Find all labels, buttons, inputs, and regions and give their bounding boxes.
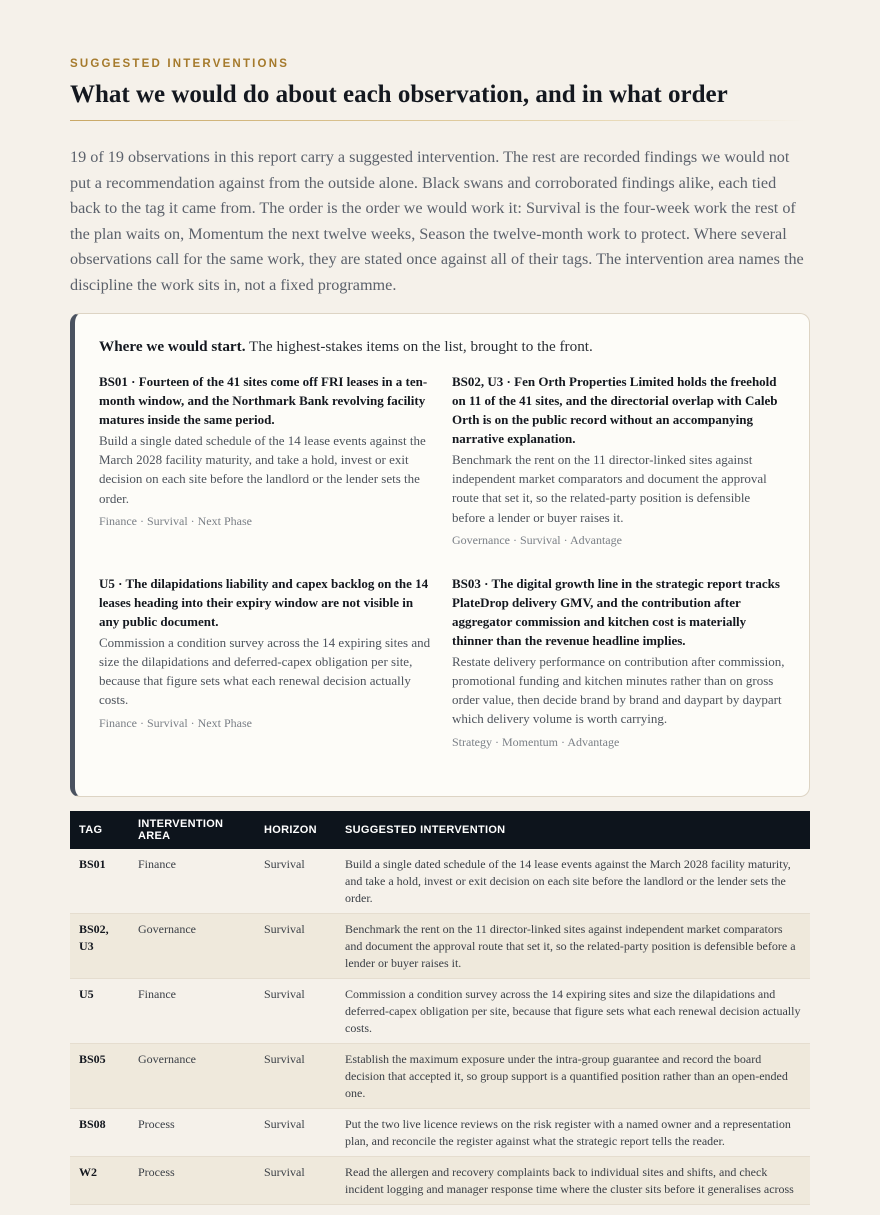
interventions-page (0, 58, 880, 1205)
cell-tag: U5 (70, 978, 129, 1043)
cell-intervention: Put the two live licence reviews on the risk register with a named owner and a representation plan, and reconcile the register against what the strategic report tells the reader. (336, 1108, 810, 1156)
column-header-horizon: HORIZON (255, 811, 336, 849)
callout-grid (99, 372, 785, 776)
priority-item (99, 372, 432, 548)
cell-area: Process (129, 1108, 255, 1156)
table-row (70, 978, 810, 1043)
title-rule (70, 120, 805, 121)
table-header-row (70, 811, 810, 849)
cell-intervention: Commission a condition survey across the 14 expiring sites and size the dilapidations and deferred-capex obligation per site, because that figure sets what each renewal decision actually costs. (336, 978, 810, 1043)
priority-item-description: Benchmark the rent on the 11 director-linked sites against independent market comparators and document the approval route that set it, so the related-party position is defensible before a lender or buyer raises it. (452, 452, 767, 525)
cell-tag: BS08 (70, 1108, 129, 1156)
column-header-area: INTERVENTION AREA (129, 811, 255, 849)
cell-area: Finance (129, 978, 255, 1043)
cell-horizon: Survival (255, 913, 336, 978)
priority-item-title: BS02, U3 · Fen Orth Properties Limited holds the freehold on 11 of the 41 sites, and the directorial overlap with Caleb Orth is on the public record without an accompanying narrative explanation. (452, 374, 778, 446)
priority-item (99, 574, 432, 750)
priority-item-title: BS01 · Fourteen of the 41 sites come off FRI leases in a ten-month window, and the Northmark Bank revolving facility matures inside the same period. (99, 374, 428, 427)
cell-area: Governance (129, 913, 255, 978)
column-header-tag: TAG (70, 811, 129, 849)
priority-item-title: U5 · The dilapidations liability and capex backlog on the 14 leases heading into their expiry window are not visible in any public document. (99, 575, 429, 629)
cell-area: Finance (129, 849, 255, 914)
section-eyebrow: SUGGESTED INTERVENTIONS (70, 58, 290, 70)
cell-horizon: Survival (255, 1043, 336, 1108)
cell-area: Governance (129, 1043, 255, 1108)
priority-item-description: Build a single dated schedule of the 14 lease events against the March 2028 facility maturity, and take a hold, invest or exit decision on each site before the landlord or the lender sets the order. (99, 433, 426, 506)
cell-horizon: Survival (255, 978, 336, 1043)
cell-horizon: Survival (255, 849, 336, 914)
page-title: What we would do about each observation, and in what order (70, 81, 728, 108)
cell-tag: W2 (70, 1156, 129, 1204)
priority-item-meta: Strategy · Momentum · Advantage (452, 734, 620, 749)
column-header-intervention: SUGGESTED INTERVENTION (336, 811, 810, 849)
priority-item-meta: Finance · Survival · Next Phase (99, 715, 252, 730)
callout-subtitle: The highest-stakes items on the list, brought to the front. (245, 338, 593, 355)
interventions-table (70, 811, 810, 1205)
table-row (70, 1108, 810, 1156)
table-row (70, 1043, 810, 1108)
cell-horizon: Survival (255, 1108, 336, 1156)
priority-item-meta: Finance · Survival · Next Phase (99, 513, 252, 528)
table-row (70, 1156, 810, 1204)
cell-intervention: Build a single dated schedule of the 14 lease events against the March 2028 facility maturity, and take a hold, invest or exit decision on each site before the landlord or the lender sets the order. (336, 849, 810, 914)
priority-callout (70, 313, 810, 797)
cell-area: Process (129, 1156, 255, 1204)
callout-lead: Where we would start. (99, 338, 246, 355)
cell-intervention: Read the allergen and recovery complaints back to individual sites and shifts, and check incident logging and manager response time where the cluster sits before it generalises across (336, 1156, 810, 1204)
cell-tag: BS05 (70, 1043, 129, 1108)
table-row (70, 913, 810, 978)
callout-heading (99, 338, 785, 356)
cell-intervention: Benchmark the rent on the 11 director-linked sites against independent market comparators and document the approval route that set it, so the related-party position is defensible before a lender or buyer raises it. (336, 913, 810, 978)
cell-horizon: Survival (255, 1156, 336, 1204)
priority-item-description: Commission a condition survey across the 14 expiring sites and size the dilapidations and deferred-capex obligation per site, because that figure sets what each renewal decision actually costs. (99, 634, 431, 708)
priority-item-meta: Governance · Survival · Advantage (452, 532, 622, 547)
cell-tag: BS01 (70, 849, 129, 914)
cell-tag: BS02, U3 (70, 913, 129, 978)
priority-item (452, 574, 785, 750)
priority-item-title: BS03 · The digital growth line in the strategic report tracks PlateDrop delivery GMV, and the contribution after aggregator commission and kitchen cost is materially thinner than the revenue headline implies. (452, 575, 780, 648)
priority-item (452, 372, 785, 548)
priority-item-description: Restate delivery performance on contribution after commission, promotional funding and kitchen minutes rather than on gross order value, then decide brand by brand and daypart by daypart which delivery volume is worth carrying. (452, 653, 785, 727)
cell-intervention: Establish the maximum exposure under the intra-group guarantee and record the board decision that accepted it, so group support is a quantified position rather than an open-ended one. (336, 1043, 810, 1108)
intro-paragraph: 19 of 19 observations in this report carry a suggested intervention. The rest are recorded findings we would not put a recommendation against from the outside alone. Black swans and corroborated findings alike, each tied back to the tag it came from. The order is the order we would work it: Survival is the four-week work the rest of the plan waits on, Momentum the next twelve weeks, Season the twelve-month work to protect. Where several observations call for the same work, they are stated once against all of their tags. The intervention area names the discipline the work sits in, not a fixed programme. (70, 148, 804, 294)
table-row (70, 849, 810, 914)
